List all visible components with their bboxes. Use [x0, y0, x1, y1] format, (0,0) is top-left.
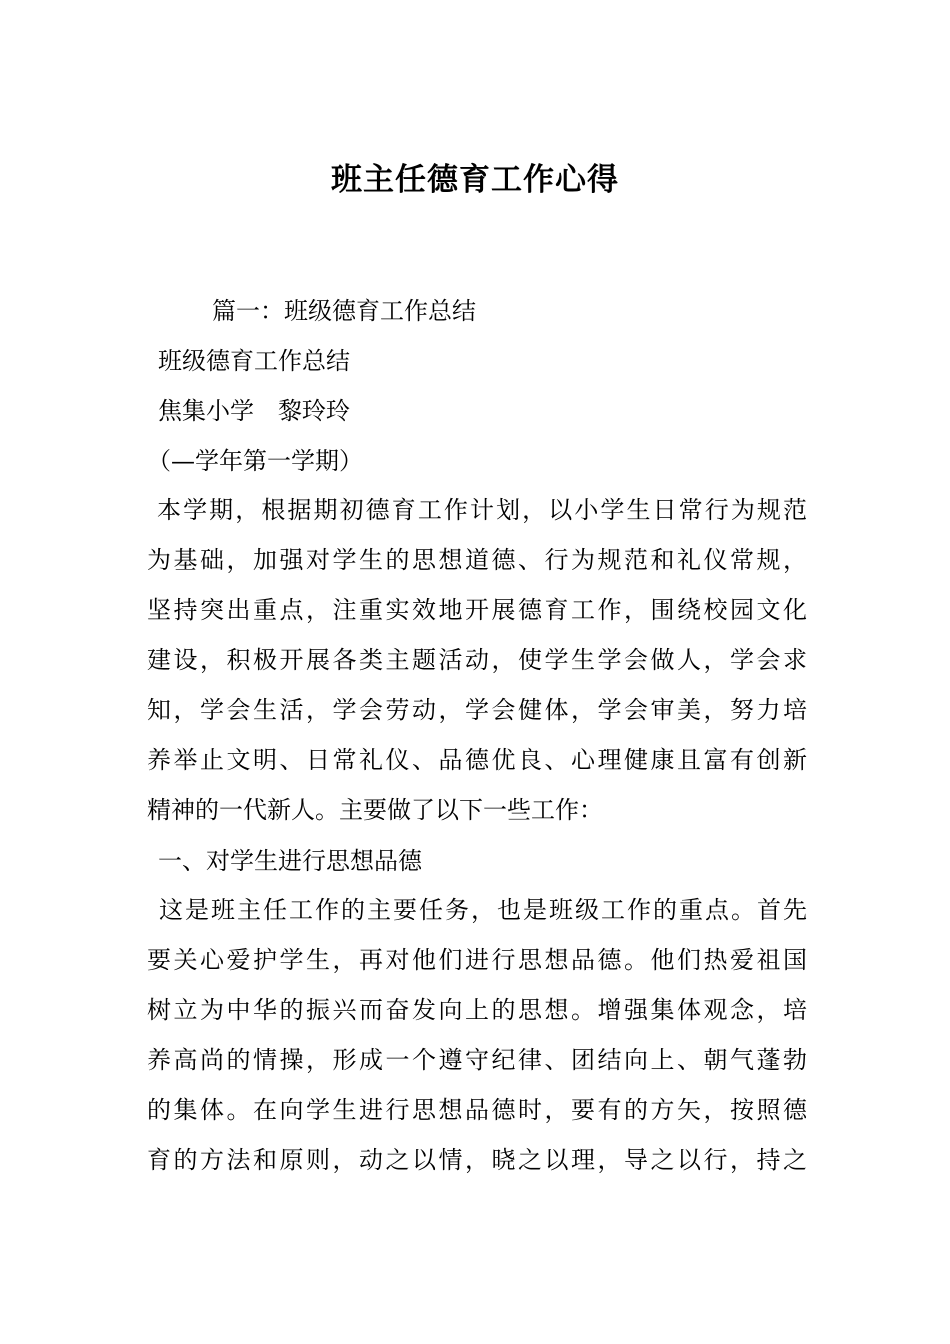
term-line: （—学年第一学期）	[147, 447, 363, 475]
paragraph-1-line: 知，学会生活，学会劳动，学会健体，学会审美，努力培	[147, 696, 807, 724]
paragraph-1-line: 精神的一代新人。主要做了以下一些工作：	[147, 796, 603, 824]
paragraph-2-line: 要关心爱护学生，再对他们进行思想品德。他们热爱祖国	[147, 946, 807, 974]
paragraph-2-line: 树立为中华的振兴而奋发向上的思想。增强集体观念，培	[147, 996, 807, 1024]
paragraph-2-line: 的集体。在向学生进行思想品德时，要有的方矢，按照德	[147, 1096, 807, 1124]
paragraph-1-line: 养举止文明、日常礼仪、品德优良、心理健康且富有创新	[147, 746, 807, 774]
author-line: 焦集小学 黎玲玲	[158, 397, 350, 425]
paragraph-2	[147, 885, 807, 1185]
paragraph-2-line: 养高尚的情操，形成一个遵守纪律、团结向上、朝气蓬勃	[147, 1046, 807, 1074]
paragraph-1-line: 为基础，加强对学生的思想道德、行为规范和礼仪常规，	[147, 546, 807, 574]
paragraph-1	[147, 485, 807, 835]
paragraph-2-line: 这是班主任工作的主要任务，也是班级工作的重点。首先	[159, 896, 807, 924]
paragraph-1-line: 本学期，根据期初德育工作计划，以小学生日常行为规范	[157, 496, 807, 524]
heading-piece: 篇一：班级德育工作总结	[212, 297, 476, 325]
paragraph-1-line: 坚持突出重点，注重实效地开展德育工作，围绕校园文化	[147, 596, 807, 624]
document-title: 班主任德育工作心得	[331, 162, 619, 198]
subtitle: 班级德育工作总结	[158, 347, 350, 375]
paragraph-1-line: 建设，积极开展各类主题活动，使学生学会做人，学会求	[147, 646, 807, 674]
paragraph-2-line: 育的方法和原则，动之以情，晓之以理，导之以行，持之	[147, 1146, 807, 1174]
section-1-heading: 一、对学生进行思想品德	[158, 847, 422, 875]
